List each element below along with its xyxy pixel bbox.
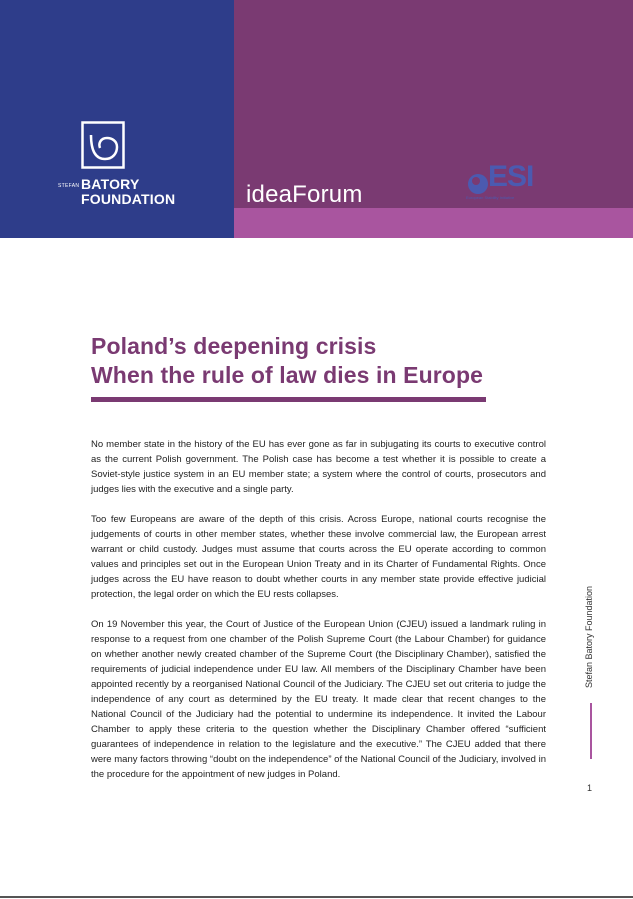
header-band	[234, 208, 633, 238]
paragraph-2: Too few Europeans are aware of the depth of this crisis. Across Europe, national courts recognise the judgements of courts in other member states, whether these involve commercial law, the European arrest warrant or child custody. Judges must assume that courts across the EU operate according to common values and principles set out in the European Union Treaty and in its Charter of Fundamental Rights. Once judges across the EU have reason to doubt whether courts in any member state provide effective judicial protection, the legal order on which the EU rests collapses.	[91, 514, 546, 600]
logo-foundation: FOUNDATION	[81, 191, 176, 207]
sidebar-label: Stefan Batory Foundation	[584, 585, 594, 688]
esi-logo-text: ESI	[488, 160, 534, 193]
body-text	[91, 437, 546, 797]
esi-subtitle: European Stability Initiative	[466, 195, 515, 200]
logo-small-text: STEFAN	[58, 183, 80, 189]
sidebar-bar	[590, 703, 592, 759]
title-line-1: Poland’s deepening crisis	[91, 333, 377, 359]
page-title	[91, 332, 483, 390]
paragraph-3: On 19 November this year, the Court of Justice of the European Union (CJEU) issued a landmark ruling in response to a request from one chamber of the Polish Supreme Court (the Labour Chamber) for guidance on whether another newly created chamber of the Supreme Court (the Disciplinary Chamber), satisfied the requirements of judicial independence under EU law. All members of the Disciplinary Chamber have been appointed recently by a reorganised National Council of the Judiciary. The CJEU set out criteria to judge the independence of any court as determined by the EU treaty. It made clear that recent changes to the National Council of the Judiciary had the potential to undermine its independence. It invited the Labour Chamber to apply these criteria to the question whether the Disciplinary Chamber offered “sufficient guarantees of independence in relation to the legislature and the executive.” The CJEU added that there were many factors throwing “doubt on the independence” of the National Council of the Judiciary, involved in the procedure for the appointment of new judges in Poland.	[91, 619, 546, 780]
paragraph-1: No member state in the history of the EU has ever gone as far in subjugating its courts to executive control as the current Polish government. The Polish case has become a test whether it is possible to create a Soviet-style justice system in an EU member state; a system where the control of courts, prosecutors and judges lies with the executive and a single party.	[91, 439, 546, 495]
bottom-divider	[0, 896, 633, 898]
series-title: ideaForum	[246, 181, 363, 208]
page-number: 1	[587, 783, 593, 793]
title-rule	[91, 397, 486, 402]
logo-batory: BATORY	[81, 176, 140, 192]
header-right-panel	[234, 0, 633, 208]
batory-logo-icon	[81, 121, 125, 169]
title-line-2: When the rule of law dies in Europe	[91, 362, 483, 388]
